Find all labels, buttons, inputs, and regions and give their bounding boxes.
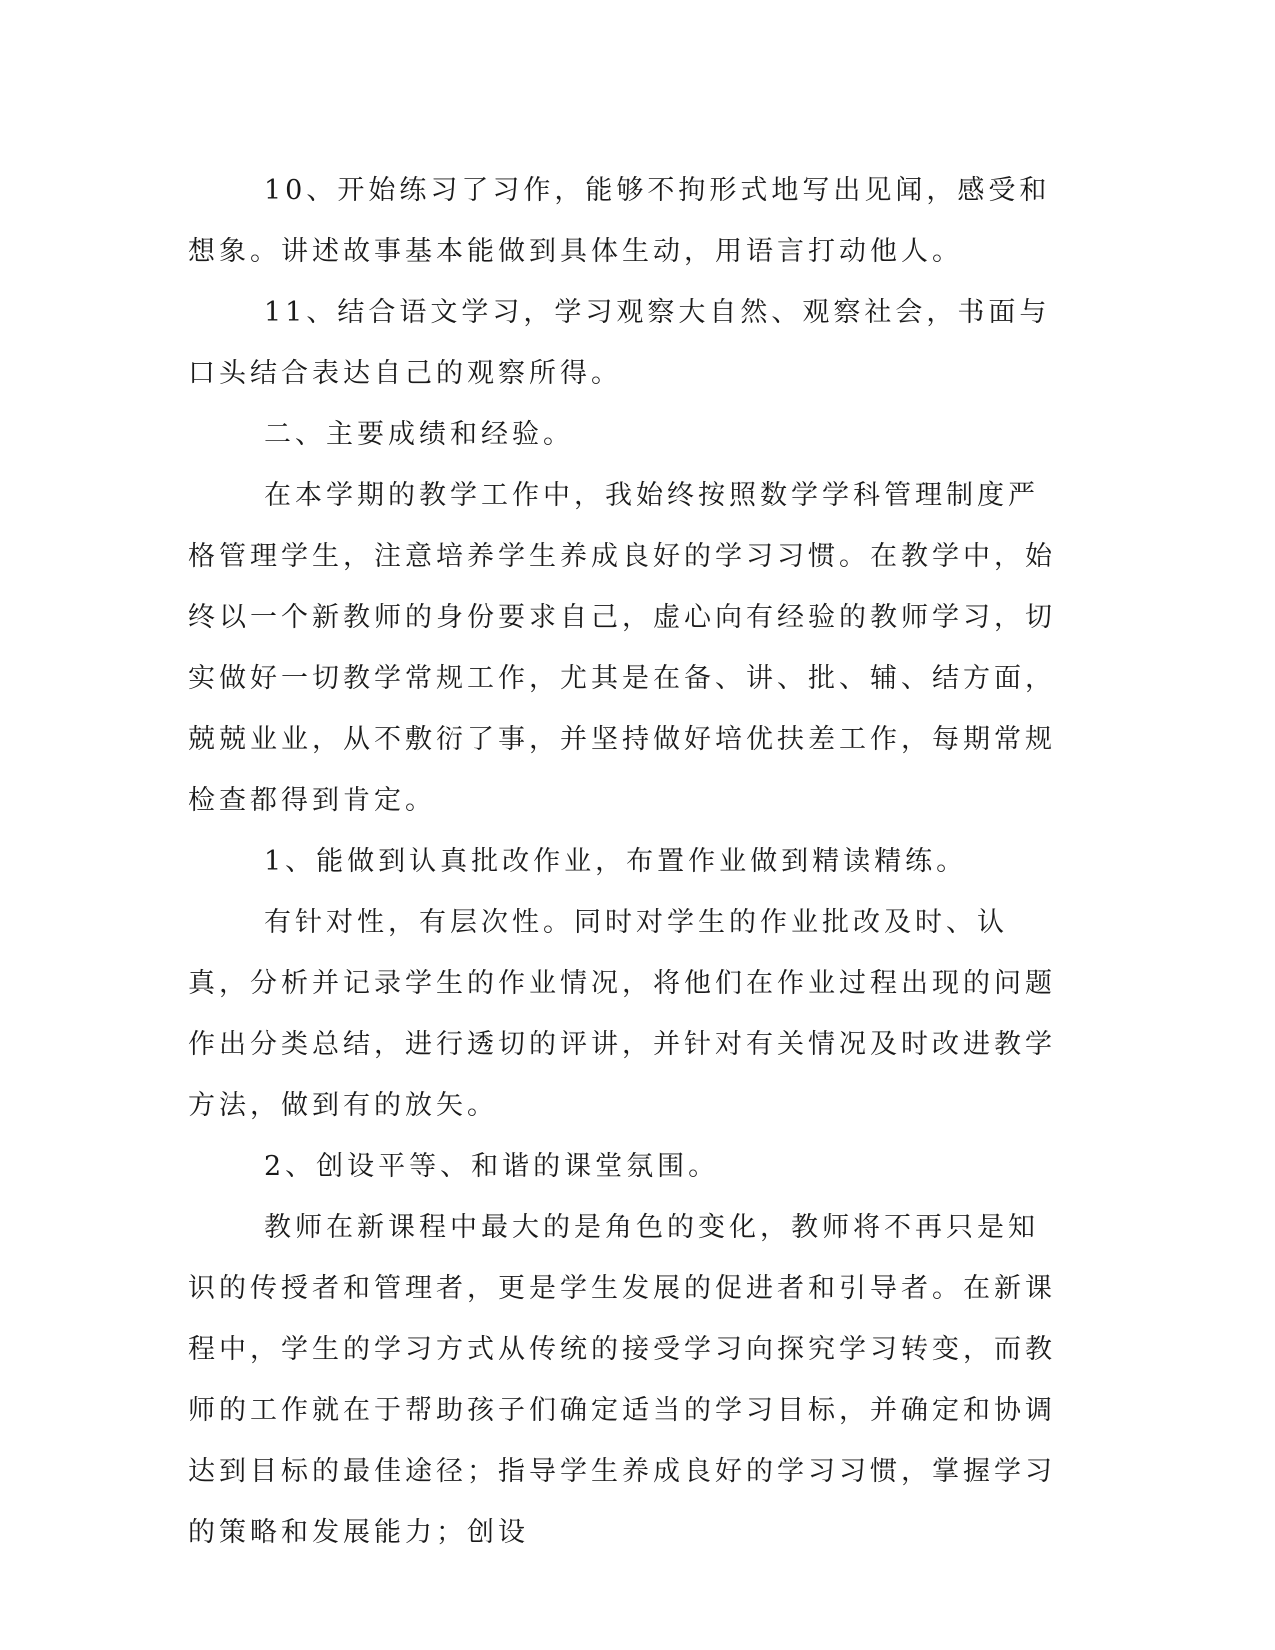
document-body [188, 160, 1068, 1563]
paragraph-new-curriculum: 教师在新课程中最大的是角色的变化，教师将不再只是知识的传授者和管理者，更是学生发展的促进者和引导者。在新课程中，学生的学习方式从传统的接受学习向探究学习转变，而教师的工作就在于帮助孩子们确定适当的学习目标，并确定和协调达到目标的最佳途径；指导学生养成良好的学习习惯，掌握学习的策略和发展能力；创设 [188, 1212, 1056, 1548]
paragraph-homework-detail: 有针对性，有层次性。同时对学生的作业批改及时、认真，分析并记录学生的作业情况，将他们在作业过程出现的问题作出分类总结，进行透切的评讲，并针对有关情况及时改进教学方法，做到有的放矢。 [188, 907, 1056, 1121]
section-heading-achievements: 二、主要成绩和经验。 [264, 419, 574, 450]
paragraph-item-2: 2、创设平等、和谐的课堂氛围。 [264, 1151, 720, 1182]
paragraph-item-11: 11、结合语文学习，学习观察大自然、观察社会，书面与口头结合表达自己的观察所得。 [188, 297, 1051, 389]
paragraph-item-10: 10、开始练习了习作，能够不拘形式地写出见闻，感受和想象。讲述故事基本能做到具体生动，用语言打动他人。 [188, 175, 1051, 267]
paragraph-teaching-work: 在本学期的教学工作中，我始终按照数学学科管理制度严格管理学生，注意培养学生养成良好的学习习惯。在教学中，始终以一个新教师的身份要求自己，虚心向有经验的教师学习，切实做好一切教学常规工作，尤其是在备、讲、批、辅、结方面，兢兢业业，从不敷衍了事，并坚持做好培优扶差工作，每期常规检查都得到肯定。 [188, 480, 1056, 816]
paragraph-item-1: 1、能做到认真批改作业，布置作业做到精读精练。 [264, 846, 968, 877]
